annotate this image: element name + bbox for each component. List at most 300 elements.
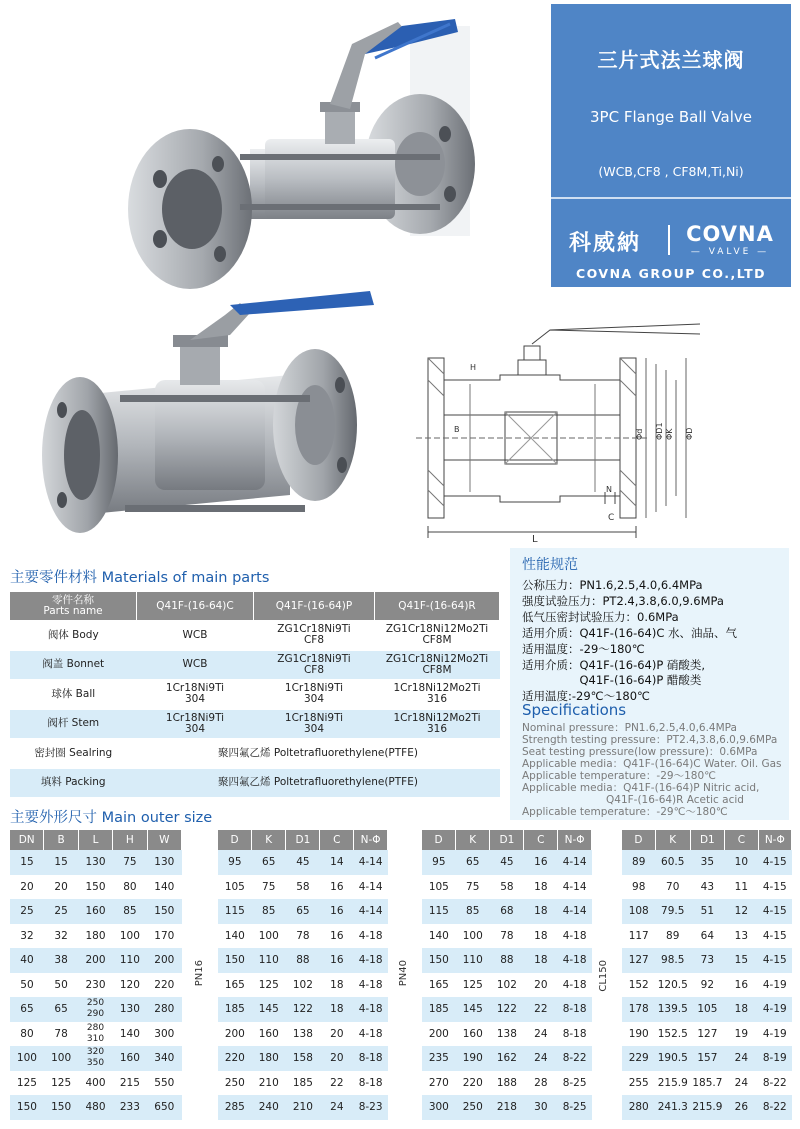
pn16-flange-cell: 20	[330, 1027, 344, 1040]
base-size-cell: 230	[85, 978, 106, 991]
cl150-flange-cell: 190	[628, 1027, 649, 1040]
base-size-cell: 300	[154, 1027, 175, 1040]
cl150-flange-cell: 117	[628, 929, 649, 942]
part-material-r: 1Cr18Ni12Mo2Ti 316	[375, 709, 500, 739]
pn16-flange-cell: 65	[286, 899, 320, 924]
base-size-cell: 15	[44, 850, 78, 875]
base-size-cell: 150	[85, 880, 106, 893]
pn16-flange-cell: 75	[262, 880, 276, 893]
pn40-flange-cell: 190	[456, 1046, 490, 1071]
base-size-cell: 32	[54, 929, 68, 942]
cl150-flange-cell: 215.9	[657, 1076, 688, 1089]
specs-title-cn: 性能规范	[522, 557, 578, 573]
cl150-flange-row	[622, 1095, 792, 1120]
pn40-flange-header: K	[456, 830, 490, 850]
cl150-flange-cell: 13	[734, 929, 749, 942]
part-material-all: 聚四氟乙烯 Poltetrafluorethylene(PTFE)	[137, 768, 500, 797]
pn40-flange-row	[422, 924, 592, 949]
pn40-flange-row	[422, 1046, 592, 1071]
pn40-flange-cell: 24	[534, 1027, 548, 1040]
base-size-cell: 130	[147, 850, 181, 875]
pn40-flange-cell: 4-14	[558, 899, 592, 924]
product-title-cn: 三片式法兰球阀	[597, 48, 745, 72]
pn40-flange-cell: 30	[524, 1095, 558, 1120]
pn16-flange-row	[218, 899, 388, 924]
base-size-cell: 200	[78, 948, 112, 973]
pn16-flange-cell: 125	[258, 978, 279, 991]
part-name: 密封圈 Sealring	[10, 739, 137, 769]
cl150-flange-cell: 4-15	[762, 880, 787, 893]
pn40-flange-cell: 140	[428, 929, 449, 942]
pn40-flange-cell: 138	[496, 1027, 517, 1040]
pn16-flange-cell: 58	[296, 880, 310, 893]
part-material-c: WCB	[137, 650, 254, 680]
pn16-flange-header: C	[320, 830, 354, 850]
pn16-flange-cell: 210	[258, 1076, 279, 1089]
pn40-flange-row	[422, 973, 592, 998]
brand-name-cn: 科威納	[569, 231, 642, 256]
pn40-flange-cell: 300	[422, 1095, 456, 1120]
pn16-flange-cell: 150	[218, 948, 252, 973]
cl150-flange-cell: 24	[725, 1046, 758, 1071]
base-size-cell: 15	[10, 850, 44, 875]
pn16-flange-cell: 122	[286, 997, 320, 1022]
cl150-flange-cell: 120.5	[657, 978, 688, 991]
part-material-r: ZG1Cr18Ni12Mo2Ti CF8M	[375, 621, 500, 651]
base-size-cell: 25	[10, 899, 44, 924]
base-size-cell: 400	[85, 1076, 106, 1089]
pn16-flange-cell: 4-14	[354, 850, 388, 875]
pn40-flange-cell: 4-14	[558, 850, 592, 875]
pn40-flange-header: N-Φ	[558, 830, 592, 850]
base-size-row	[10, 1095, 182, 1120]
cl150-flange-cell: 64	[700, 929, 715, 942]
base-size-cell: 280 310	[86, 1022, 105, 1044]
pn16-flange-cell: 18	[330, 978, 344, 991]
part-name: 阀盖 Bonnet	[10, 650, 137, 680]
brand-logo: COVNA	[686, 222, 774, 246]
pn16-flange-cell: 14	[320, 850, 354, 875]
base-size-row	[10, 1071, 182, 1096]
base-size-cell: 78	[54, 1027, 68, 1040]
product-materials: (WCB,CF8 , CF8M,Ti,Ni)	[598, 164, 744, 179]
pn16-flange-row	[218, 1071, 388, 1096]
part-material-p: 1Cr18Ni9Ti 304	[254, 709, 375, 739]
base-size-cell: 80	[20, 1027, 34, 1040]
base-size-cell: 120	[119, 978, 140, 991]
pn16-flange-row	[218, 948, 388, 973]
cl150-flange-cell: 4-19	[762, 978, 787, 991]
spec-line-cn: 适用介质：Q41F-(16-64)P 硝酸类,	[522, 658, 706, 672]
cl150-flange-row	[622, 948, 792, 973]
pn16-flange-cell: 138	[292, 1027, 313, 1040]
cl150-flange-cell: 152	[628, 978, 649, 991]
dimensions-title: 主要外形尺寸 Main outer size	[10, 810, 213, 826]
cl150-flange-row	[622, 924, 792, 949]
spec-line-en: Applicable temperature：-29～180℃	[522, 770, 716, 782]
cl150-flange-cell: 51	[690, 899, 725, 924]
pn40-flange-cell: 185	[422, 997, 456, 1022]
materials-header-r: Q41F-(16-64)R	[375, 592, 500, 621]
materials-row	[10, 650, 500, 680]
pn16-flange-cell: 16	[320, 948, 354, 973]
pn16-flange-cell: 158	[286, 1046, 320, 1071]
pn40-flange-cell: 75	[466, 880, 480, 893]
base-size-cell: 180	[85, 929, 106, 942]
pn40-flange-cell: 200	[428, 1027, 449, 1040]
pn40-flange-cell: 18	[534, 880, 548, 893]
pn40-flange-cell: 218	[490, 1095, 524, 1120]
spec-line-cn: 适用温度：-29～180℃	[522, 642, 645, 656]
pn40-flange-header: C	[524, 830, 558, 850]
cl150-flange-cell: 12	[725, 899, 758, 924]
cl150-flange-cell: 70	[666, 880, 680, 893]
pn40-flange-cell: 4-18	[562, 978, 587, 991]
base-size-row	[10, 1022, 182, 1047]
pn40-flange-table	[422, 830, 592, 1120]
base-size-row	[10, 850, 182, 875]
cl150-flange-cell: 89	[622, 850, 655, 875]
part-material-p: ZG1Cr18Ni9Ti CF8	[254, 621, 375, 651]
pn16-flange-cell: 22	[330, 1076, 344, 1089]
pn16-flange-header: N-Φ	[354, 830, 388, 850]
pn40-flange-cell: 125	[462, 978, 483, 991]
pn16-flange-cell: 4-18	[358, 929, 383, 942]
cl150-flange-cell: 4-15	[762, 929, 787, 942]
product-title-en: 3PC Flange Ball Valve	[590, 108, 752, 126]
pn40-flange-row	[422, 997, 592, 1022]
cl150-flange-cell: 19	[734, 1027, 749, 1040]
pn16-flange-cell: 8-23	[354, 1095, 388, 1120]
materials-header-p: Q41F-(16-64)P	[254, 592, 375, 621]
base-size-cell: 550	[154, 1076, 175, 1089]
pn16-flange-row	[218, 997, 388, 1022]
pn16-flange-cell: 4-14	[358, 880, 383, 893]
pn40-flange-cell: 68	[490, 899, 524, 924]
pn40-flange-cell: 122	[490, 997, 524, 1022]
spec-line-en: Applicable media：Q41F-(16-64)C Water. Oil. Gas	[522, 758, 782, 770]
pn40-flange-cell: 65	[456, 850, 490, 875]
pn16-flange-row	[218, 1095, 388, 1120]
pn40-flange-cell: 160	[462, 1027, 483, 1040]
base-size-cell: 50	[54, 978, 68, 991]
cl150-flange-cell: 16	[734, 978, 749, 991]
cl150-flange-row	[622, 875, 792, 900]
base-size-cell: 130	[78, 850, 112, 875]
spec-line-cn: 公称压力：PN1.6,2.5,4.0,6.4MPa	[522, 578, 703, 592]
technical-drawing	[410, 320, 700, 545]
pn16-flange-cell: 102	[292, 978, 313, 991]
pn16-flange-cell: 8-18	[354, 1046, 388, 1071]
cl150-flange-cell: 8-22	[762, 1076, 787, 1089]
cl150-flange-cell: 215.9	[690, 1095, 725, 1120]
base-size-cell: 20	[54, 880, 68, 893]
pn40-flange-cell: 18	[524, 899, 558, 924]
materials-title: 主要零件材料 Materials of main parts	[10, 570, 270, 586]
cl150-flange-header: N-Φ	[758, 830, 791, 850]
pn40-flange-row	[422, 899, 592, 924]
cl150-flange-cell: 89	[666, 929, 680, 942]
base-size-cell: 233	[113, 1095, 147, 1120]
pn16-flange-cell: 20	[320, 1046, 354, 1071]
base-size-row	[10, 924, 182, 949]
base-size-cell: 100	[119, 929, 140, 942]
dim-label-n: N	[606, 485, 612, 494]
pn16-flange-cell: 4-18	[354, 997, 388, 1022]
pn16-flange-header: K	[252, 830, 286, 850]
cl150-flange-cell: 127	[622, 948, 655, 973]
pn40-flange-cell: 220	[462, 1076, 483, 1089]
cl150-flange-cell: 35	[690, 850, 725, 875]
base-size-cell: 140	[119, 1027, 140, 1040]
pn16-flange-table	[218, 830, 388, 1120]
pn16-flange-row	[218, 875, 388, 900]
pn40-flange-cell: 8-22	[558, 1046, 592, 1071]
pn16-flange-cell: 285	[218, 1095, 252, 1120]
base-size-header: DN	[10, 830, 44, 850]
pn40-flange-cell: 270	[428, 1076, 449, 1089]
base-size-cell: 170	[154, 929, 175, 942]
cl150-flange-cell: 60.5	[655, 850, 690, 875]
base-size-cell: 650	[147, 1095, 181, 1120]
spec-line-cn: 适用温度:-29℃～180℃	[522, 689, 650, 703]
cl150-flange-cell: 4-15	[758, 948, 791, 973]
pn40-flange-cell: 4-18	[562, 929, 587, 942]
dim-label-b: B	[454, 425, 460, 434]
cl150-flange-cell: 255	[628, 1076, 649, 1089]
spec-line-cn: 低气压密封试验压力：0.6MPa	[522, 610, 679, 624]
cl150-flange-cell: 178	[622, 997, 655, 1022]
base-size-cell: 150	[44, 1095, 78, 1120]
cl150-flange-cell: 73	[690, 948, 725, 973]
cl150-flange-cell: 4-15	[758, 850, 791, 875]
cl150-flange-cell: 15	[725, 948, 758, 973]
base-size-cell: 100	[44, 1046, 78, 1071]
cl150-flange-cell: 241.3	[655, 1095, 690, 1120]
cl150-flange-cell: 280	[622, 1095, 655, 1120]
base-size-cell: 50	[20, 978, 34, 991]
base-size-row	[10, 899, 182, 924]
cl150-flange-label: CL150	[598, 960, 609, 992]
base-size-cell: 220	[154, 978, 175, 991]
cl150-flange-row	[622, 899, 792, 924]
base-size-row	[10, 948, 182, 973]
cl150-flange-cell: 108	[622, 899, 655, 924]
cl150-flange-cell: 4-15	[758, 899, 791, 924]
pn40-flange-label: PN40	[398, 960, 409, 987]
cl150-flange-header: K	[655, 830, 690, 850]
part-name: 球体 Ball	[10, 680, 137, 710]
pn16-flange-cell: 16	[330, 929, 344, 942]
pn40-flange-cell: 8-18	[562, 1027, 587, 1040]
materials-header-name: 零件名称 Parts name	[10, 592, 137, 621]
cl150-flange-header: C	[725, 830, 758, 850]
pn40-flange-cell: 58	[500, 880, 514, 893]
pn16-flange-cell: 4-18	[358, 1027, 383, 1040]
part-material-all: 聚四氟乙烯 Poltetrafluorethylene(PTFE)	[137, 739, 500, 769]
specs-title-en: Specifications	[522, 701, 627, 719]
pn16-flange-label: PN16	[194, 960, 205, 987]
pn40-flange-cell: 115	[422, 899, 456, 924]
base-size-row	[10, 1046, 182, 1071]
pn40-flange-cell: 95	[422, 850, 456, 875]
pn40-flange-cell: 22	[524, 997, 558, 1022]
base-size-cell: 20	[20, 880, 34, 893]
part-material-r: 1Cr18Ni12Mo2Ti 316	[375, 680, 500, 710]
pn16-flange-cell: 100	[258, 929, 279, 942]
base-size-cell: 250 290	[78, 997, 112, 1022]
materials-table	[10, 592, 500, 797]
pn40-flange-cell: 18	[524, 948, 558, 973]
pn40-flange-cell: 4-18	[558, 948, 592, 973]
part-material-p: 1Cr18Ni9Ti 304	[254, 680, 375, 710]
pn40-flange-row	[422, 1095, 592, 1120]
pn40-flange-cell: 18	[534, 929, 548, 942]
pn40-flange-row	[422, 875, 592, 900]
pn16-flange-cell: 165	[224, 978, 245, 991]
part-name: 阀体 Body	[10, 621, 137, 651]
base-size-cell: 65	[10, 997, 44, 1022]
dim-label-d-small: Φd	[635, 428, 644, 440]
cl150-flange-row	[622, 1071, 792, 1096]
cl150-flange-cell: 8-19	[758, 1046, 791, 1071]
part-material-r: ZG1Cr18Ni12Mo2Ti CF8M	[375, 650, 500, 680]
cl150-flange-row	[622, 997, 792, 1022]
base-size-cell: 85	[113, 899, 147, 924]
pn16-flange-cell: 85	[252, 899, 286, 924]
cl150-flange-cell: 127	[697, 1027, 718, 1040]
pn40-flange-cell: 16	[524, 850, 558, 875]
cl150-flange-cell: 11	[734, 880, 749, 893]
pn40-flange-cell: 188	[496, 1076, 517, 1089]
base-size-cell: 80	[123, 880, 137, 893]
product-title-card	[551, 4, 791, 287]
pn16-flange-cell: 105	[224, 880, 245, 893]
base-size-cell: 160	[113, 1046, 147, 1071]
cl150-flange-cell: 4-19	[762, 1027, 787, 1040]
part-name: 阀杆 Stem	[10, 709, 137, 739]
pn16-flange-cell: 4-18	[354, 948, 388, 973]
materials-row	[10, 680, 500, 710]
pn16-flange-cell: 115	[218, 899, 252, 924]
pn40-flange-cell: 145	[456, 997, 490, 1022]
pn16-flange-row	[218, 1046, 388, 1071]
pn16-flange-cell: 95	[218, 850, 252, 875]
pn40-flange-cell: 162	[490, 1046, 524, 1071]
pn16-flange-cell: 8-18	[358, 1076, 383, 1089]
dim-label-k: ΦK	[665, 428, 674, 440]
part-material-p: ZG1Cr18Ni9Ti CF8	[254, 650, 375, 680]
base-size-cell: 150	[10, 1095, 44, 1120]
pn40-flange-cell: 24	[524, 1046, 558, 1071]
base-size-cell: 100	[10, 1046, 44, 1071]
pn40-flange-cell: 235	[422, 1046, 456, 1071]
part-material-c: WCB	[137, 621, 254, 651]
pn40-flange-row	[422, 850, 592, 875]
valve-photo-bottom	[40, 285, 380, 540]
base-size-cell: 130	[113, 997, 147, 1022]
title-divider	[551, 197, 791, 199]
base-size-cell: 110	[113, 948, 147, 973]
pn16-flange-row	[218, 850, 388, 875]
cl150-flange-row	[622, 1022, 792, 1047]
pn16-flange-cell: 65	[252, 850, 286, 875]
base-size-table	[10, 830, 182, 1120]
pn40-flange-row	[422, 948, 592, 973]
pn40-flange-cell: 102	[496, 978, 517, 991]
spec-line-cn: 适用介质：Q41F-(16-64)C 水、油品、气	[522, 626, 738, 640]
spec-line-en: Q41F-(16-64)R Acetic acid	[522, 794, 744, 806]
base-size-cell: 215	[119, 1076, 140, 1089]
cl150-flange-cell: 229	[622, 1046, 655, 1071]
pn40-flange-cell: 8-18	[558, 997, 592, 1022]
pn40-flange-header: D1	[490, 830, 524, 850]
pn16-flange-cell: 200	[224, 1027, 245, 1040]
pn16-flange-row	[218, 973, 388, 998]
cl150-flange-cell: 4-19	[758, 997, 791, 1022]
pn40-flange-cell: 78	[500, 929, 514, 942]
brand-divider	[668, 225, 670, 255]
cl150-flange-cell: 98	[632, 880, 646, 893]
pn40-flange-cell: 250	[456, 1095, 490, 1120]
pn16-flange-cell: 110	[252, 948, 286, 973]
part-name: 填料 Packing	[10, 768, 137, 797]
cl150-flange-cell: 10	[725, 850, 758, 875]
base-size-cell: 125	[16, 1076, 37, 1089]
pn40-flange-cell: 8-25	[562, 1076, 587, 1089]
pn40-flange-cell: 150	[422, 948, 456, 973]
base-size-cell: 280	[147, 997, 181, 1022]
spec-line-en: Strength testing pressure：PT2.4,3.8,6.0,9.6MPa	[522, 734, 778, 746]
materials-row	[10, 739, 500, 769]
spec-line-cn: 强度试验压力：PT2.4,3.8,6.0,9.6MPa	[522, 594, 724, 608]
pn16-flange-header: D1	[286, 830, 320, 850]
pn16-flange-cell: 4-18	[358, 978, 383, 991]
brand-logo-sub: — VALVE —	[690, 247, 770, 257]
cl150-flange-cell: 18	[725, 997, 758, 1022]
pn40-flange-cell: 88	[490, 948, 524, 973]
cl150-flange-row	[622, 973, 792, 998]
base-size-row	[10, 973, 182, 998]
pn16-flange-cell: 240	[252, 1095, 286, 1120]
base-size-cell: 340	[147, 1046, 181, 1071]
specifications-panel	[510, 548, 789, 820]
spec-line-en: Seat testing pressure(low pressure)：0.6MPa	[522, 746, 758, 758]
cl150-flange-cell: 105	[690, 997, 725, 1022]
pn16-flange-cell: 88	[286, 948, 320, 973]
pn16-flange-cell: 140	[224, 929, 245, 942]
pn16-flange-cell: 18	[320, 997, 354, 1022]
pn40-flange-row	[422, 1022, 592, 1047]
pn16-flange-cell: 145	[252, 997, 286, 1022]
pn16-flange-cell: 250	[224, 1076, 245, 1089]
pn16-flange-cell: 160	[258, 1027, 279, 1040]
cl150-flange-cell: 8-22	[758, 1095, 791, 1120]
base-size-header: L	[78, 830, 112, 850]
materials-row	[10, 709, 500, 739]
dimensions-area	[10, 830, 792, 1125]
pn40-flange-cell: 110	[456, 948, 490, 973]
base-size-cell: 75	[113, 850, 147, 875]
cl150-flange-cell: 152.5	[657, 1027, 688, 1040]
cl150-flange-header: D1	[690, 830, 725, 850]
cl150-flange-cell: 24	[734, 1076, 749, 1089]
pn16-flange-cell: 220	[218, 1046, 252, 1071]
pn40-flange-cell: 28	[534, 1076, 548, 1089]
cl150-flange-table	[622, 830, 792, 1120]
base-size-cell: 160	[78, 899, 112, 924]
spec-line-en: Applicable temperature：-29℃～180℃	[522, 806, 728, 818]
